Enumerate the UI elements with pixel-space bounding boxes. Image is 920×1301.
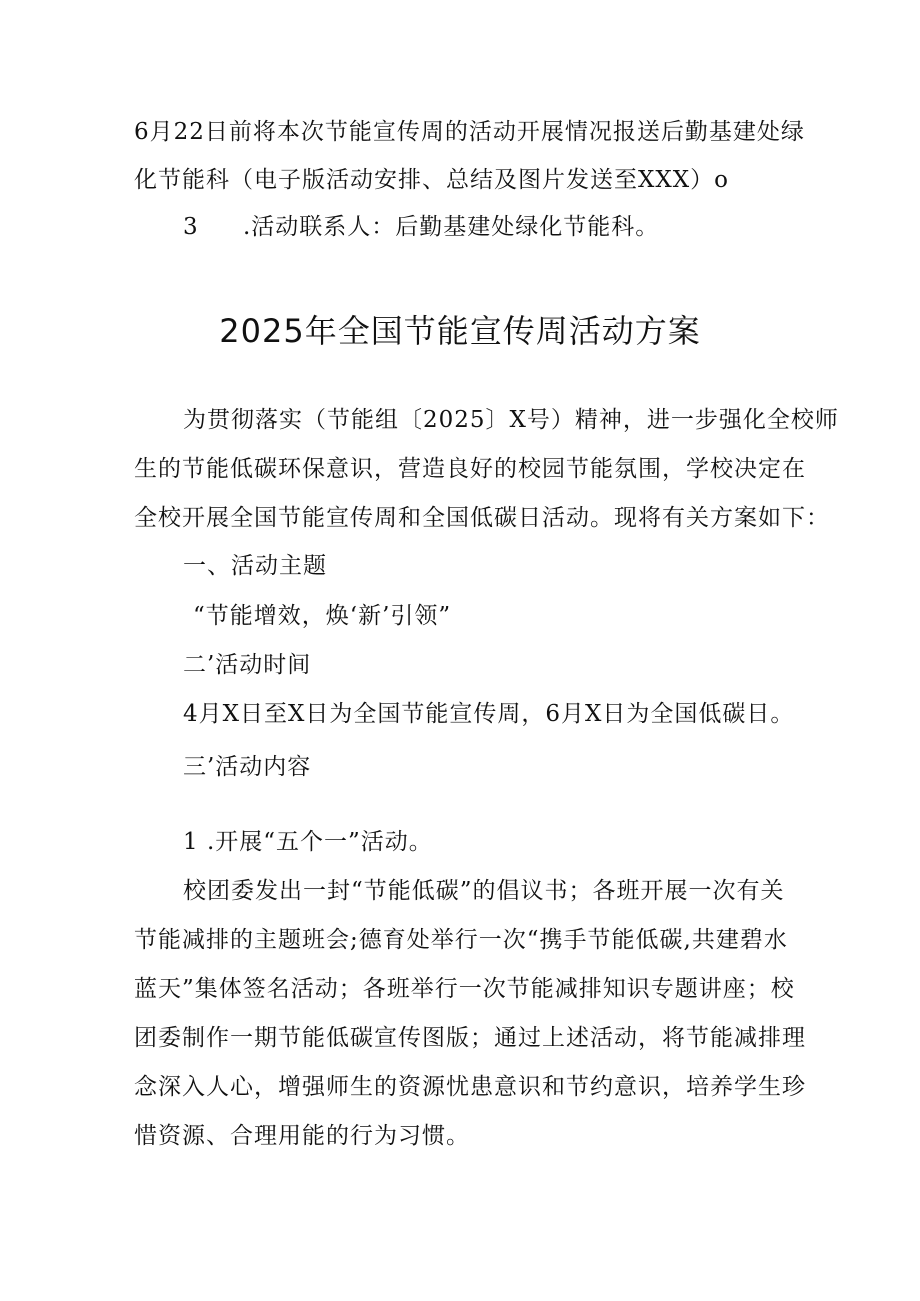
intro-line-3: 全校开展全国节能宣传周和全国低碳日活动。现将有关方案如下： (134, 505, 830, 531)
section-3-para-line-6: 惜资源、合理用能的行为习惯。 (134, 1123, 470, 1149)
prev-paragraph-line-1: 6月22日前将本次节能宣传周的活动开展情况报送后勤基建处绿 (134, 119, 805, 145)
document-title: 2025年全国节能宣传周活动方案 (219, 312, 701, 350)
section-3-para-line-1: 校团委发出一封“节能低碳”的倡议书；各班开展一次有关 (183, 878, 785, 904)
section-1-content: “节能增效，焕‘新’引领” (193, 603, 452, 629)
intro-line-2: 生的节能低碳环保意识，营造良好的校园节能氛围，学校决定在 (134, 456, 806, 482)
section-2-heading: 二’活动时间 (183, 652, 312, 678)
section-3-para-line-3: 蓝天”集体签名活动；各班举行一次节能减排知识专题讲座；校 (134, 976, 795, 1002)
section-2-content: 4月X日至X日为全国节能宣传周，6月X日为全国低碳日。 (183, 701, 795, 727)
prev-paragraph-line-2: 化节能科（电子版活动安排、总结及图片发送至XXX）o (134, 167, 729, 193)
prev-item-3-text: .活动联系人：后勤基建处绿化节能科。 (243, 214, 660, 240)
intro-line-1: 为贯彻落实（节能组〔2025〕X号）精神，进一步强化全校师 (183, 407, 839, 433)
section-1-heading: 一、活动主题 (183, 553, 327, 579)
section-3-para-line-2: 节能减排的主题班会;德育处举行一次“携手节能低碳,共建碧水 (134, 927, 788, 953)
section-3-item-1: 1 .开展“五个一”活动。 (183, 829, 433, 855)
prev-item-3-number: 3 (183, 214, 198, 240)
section-3-para-line-5: 念深入人心，增强师生的资源忧患意识和节约意识，培养学生珍 (134, 1074, 806, 1100)
section-3-para-line-4: 团委制作一期节能低碳宣传图版；通过上述活动，将节能减排理 (134, 1025, 806, 1051)
section-3-heading: 三’活动内容 (183, 754, 312, 780)
